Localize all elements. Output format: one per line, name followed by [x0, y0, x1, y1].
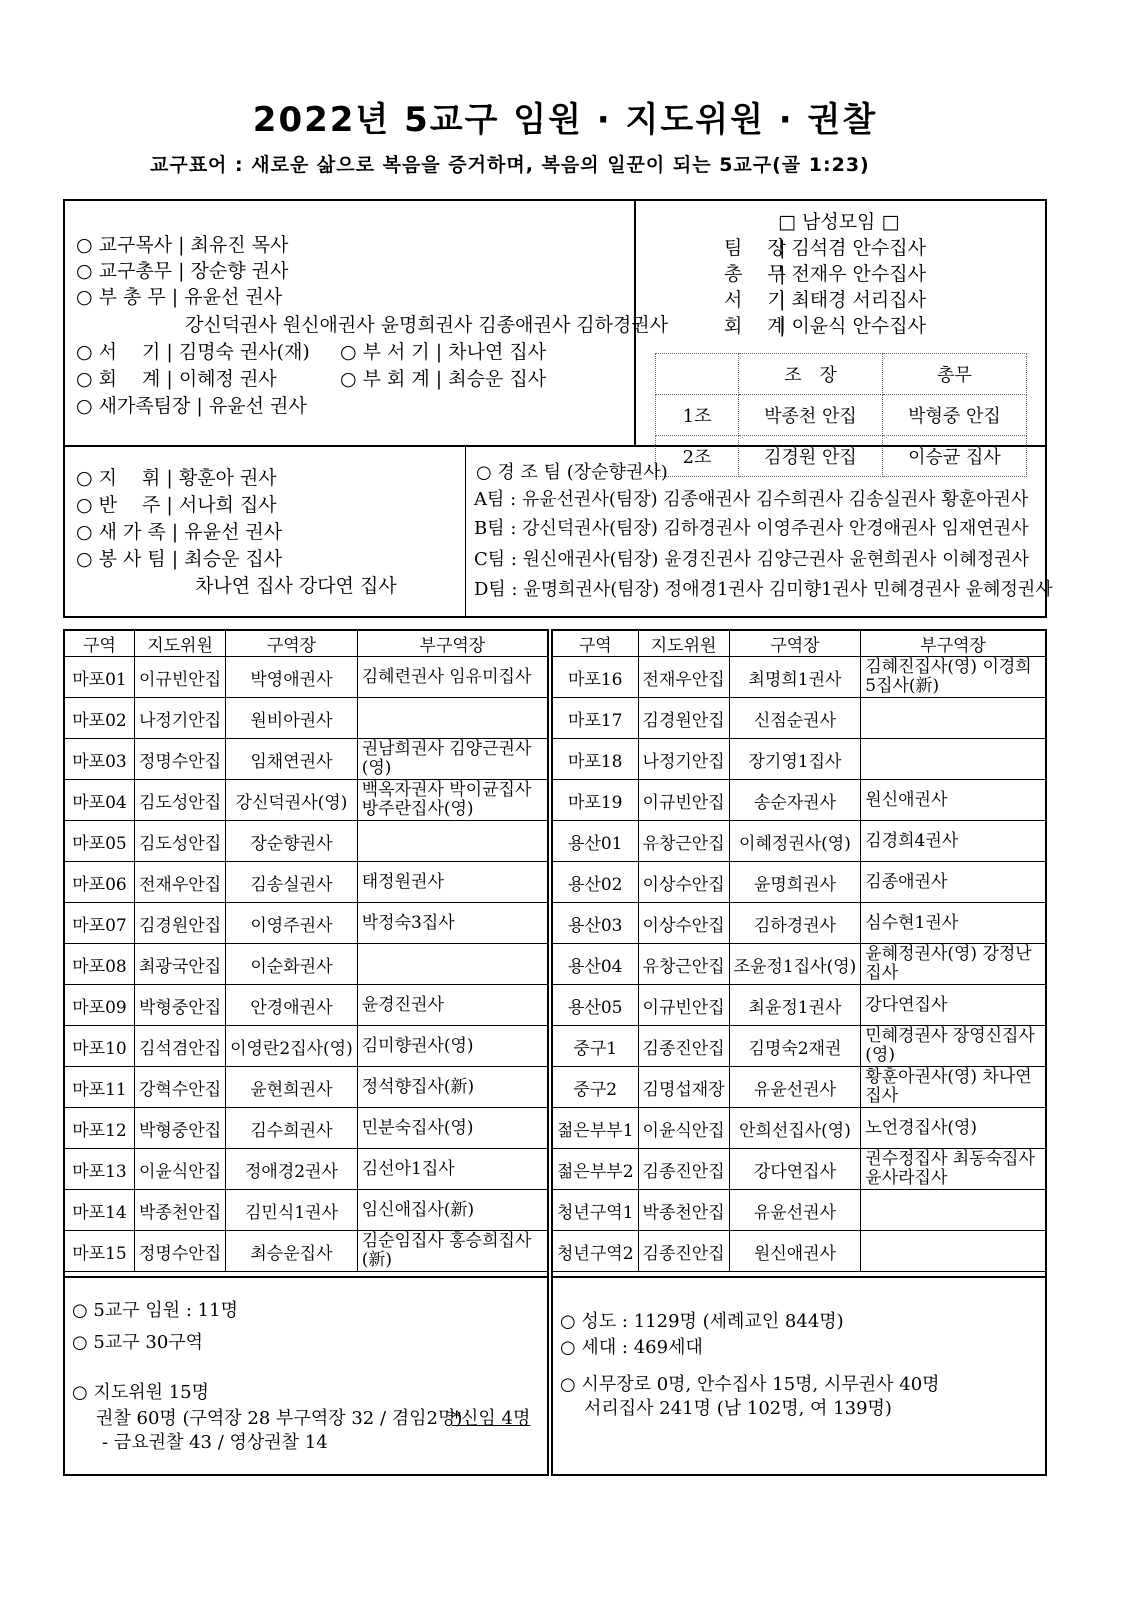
sub-leader-cell: 임신애집사(新) — [357, 1190, 547, 1231]
support-service-team: ○ 봉 사 팀 | 최승운 집사 — [76, 548, 283, 570]
table-row — [65, 739, 548, 780]
sub-leader-cell — [357, 944, 547, 985]
district-cell: 용산03 — [553, 903, 639, 944]
leader-cell: 임채연권사 — [226, 739, 358, 780]
leader-cell: 안희선집사(영) — [729, 1108, 861, 1149]
table-row — [553, 985, 1046, 1026]
table-row — [553, 821, 1046, 862]
leader-cell: 송순자권사 — [729, 780, 861, 821]
advisor-cell: 나정기안집 — [135, 698, 226, 739]
condolence-team: B팀 : 강신덕권사(팀장) 김하경권사 이영주권사 안경애권사 임재연권사 — [474, 518, 1029, 539]
leader-cell: 김하경권사 — [729, 903, 861, 944]
advisor-cell: 김도성안집 — [135, 780, 226, 821]
sub-leader-cell — [861, 1190, 1046, 1231]
support-newcomer: ○ 새 가 족 | 유윤선 권사 — [76, 521, 283, 543]
advisor-cell: 전재우안집 — [638, 657, 729, 698]
summary-friday: - 금요권찰 43 / 영상권찰 14 — [102, 1432, 328, 1453]
support-conductor: ○ 지 휘 | 황훈아 권사 — [76, 467, 277, 489]
sub-leader-cell: 민분숙집사(영) — [357, 1108, 547, 1149]
sub-leader-cell: 박정숙3집사 — [357, 903, 547, 944]
sub-leader-cell: 백옥자권사 박이균집사 방주란집사(영) — [357, 780, 547, 821]
mens-role-label: 회 계 — [724, 315, 786, 337]
leader-cell: 유윤선권사 — [729, 1190, 861, 1231]
district-cell: 용산05 — [553, 985, 639, 1026]
district-cell: 마포19 — [553, 780, 639, 821]
sub-leader-cell — [357, 821, 547, 862]
table-header-cell: 조 장 — [739, 354, 883, 395]
sub-leader-cell: 김선아1집사 — [357, 1149, 547, 1190]
district-cell: 용산02 — [553, 862, 639, 903]
sub-leader-cell — [357, 698, 547, 739]
district-cell: 마포06 — [65, 862, 135, 903]
leader-cell: 이영주권사 — [226, 903, 358, 944]
leader-cell: 장순향권사 — [226, 821, 358, 862]
summary-households: ○ 세대 : 469세대 — [560, 1337, 703, 1358]
advisor-cell: 박종천안집 — [638, 1190, 729, 1231]
table-cell: 박형중 안집 — [883, 395, 1027, 436]
support-service-members: 차나연 집사 강다연 집사 — [195, 575, 397, 597]
advisor-cell: 전재우안집 — [135, 862, 226, 903]
table-header-row — [656, 354, 1027, 395]
advisor-cell: 김종진안집 — [638, 1026, 729, 1067]
leader-cell: 원비아권사 — [226, 698, 358, 739]
advisor-cell: 박종천안집 — [135, 1190, 226, 1231]
leader-cell: 김수희권사 — [226, 1108, 358, 1149]
advisor-cell: 강혁수안집 — [135, 1067, 226, 1108]
leader-cell: 원신애권사 — [729, 1231, 861, 1272]
leader-cell: 이영란2집사(영) — [226, 1026, 358, 1067]
district-cell: 용산01 — [553, 821, 639, 862]
mens-role-label: 팀 장 — [724, 237, 786, 259]
district-cell: 마포18 — [553, 739, 639, 780]
advisor-cell: 이규빈안집 — [638, 780, 729, 821]
sub-leader-cell: 김순임집사 홍승희집사(新) — [357, 1231, 547, 1272]
district-cell: 마포02 — [65, 698, 135, 739]
leader-cell: 김송실권사 — [226, 862, 358, 903]
districts-table-right — [552, 630, 1046, 1272]
leader-cell: 유윤선권사 — [729, 1067, 861, 1108]
mens-role-name: | 최태경 서리집사 — [779, 289, 926, 311]
sub-leader-cell: 김혜진집사(영) 이경희5집사(新) — [861, 657, 1046, 698]
advisor-cell: 유창근안집 — [638, 821, 729, 862]
sub-leader-cell: 권남희권사 김양근권사(영) — [357, 739, 547, 780]
sub-leader-cell: 김종애권사 — [861, 862, 1046, 903]
advisor-cell: 이규빈안집 — [135, 657, 226, 698]
table-cell: 1조 — [656, 395, 739, 436]
district-cell: 마포05 — [65, 821, 135, 862]
district-cell: 중구1 — [553, 1026, 639, 1067]
table-row — [553, 944, 1046, 985]
sub-leader-cell — [861, 739, 1046, 780]
district-cell: 마포10 — [65, 1026, 135, 1067]
district-cell: 청년구역1 — [553, 1190, 639, 1231]
header-district: 구역 — [65, 631, 135, 657]
district-cell: 마포08 — [65, 944, 135, 985]
summary-staff: ○ 시무장로 0명, 안수집사 15명, 시무권사 40명 — [560, 1374, 940, 1395]
table-row — [553, 739, 1046, 780]
table-row — [553, 780, 1046, 821]
leader-cell: 박영애권사 — [226, 657, 358, 698]
leader-cell: 조윤정1집사(영) — [729, 944, 861, 985]
advisor-cell: 김경원안집 — [135, 903, 226, 944]
table-cell: 이승균 집사 — [883, 436, 1027, 477]
table-row — [553, 1108, 1046, 1149]
advisor-cell: 김종진안집 — [638, 1231, 729, 1272]
officer-pastor: ○ 교구목사 | 최유진 목사 — [76, 234, 289, 256]
district-cell: 마포16 — [553, 657, 639, 698]
header-leader: 구역장 — [729, 631, 861, 657]
leader-cell: 이혜정권사(영) — [729, 821, 861, 862]
district-cell: 마포13 — [65, 1149, 135, 1190]
leader-cell: 김민식1권사 — [226, 1190, 358, 1231]
leader-cell: 장기영1집사 — [729, 739, 861, 780]
advisor-cell: 김도성안집 — [135, 821, 226, 862]
table-header-row — [65, 631, 548, 657]
sub-leader-cell — [861, 698, 1046, 739]
table-row — [553, 1190, 1046, 1231]
district-cell: 중구2 — [553, 1067, 639, 1108]
summary-members: ○ 성도 : 1129명 (세례교인 844명) — [560, 1311, 844, 1332]
officer-vice-secretary-general: ○ 부 총 무 | 유윤선 권사 — [76, 286, 283, 308]
table-row — [65, 698, 548, 739]
summary-deacons: 서리집사 241명 (남 102명, 여 139명) — [584, 1398, 892, 1419]
sub-leader-cell: 민혜경권사 장영신집사(영) — [861, 1026, 1046, 1067]
sub-leader-cell: 김경희4권사 — [861, 821, 1046, 862]
district-cell: 마포03 — [65, 739, 135, 780]
officer-secretary-general: ○ 교구총무 | 장순향 권사 — [76, 260, 289, 282]
table-row — [553, 903, 1046, 944]
sub-leader-cell: 태정원권사 — [357, 862, 547, 903]
districts-table-left — [64, 630, 548, 1272]
table-row — [65, 1026, 548, 1067]
district-cell: 마포09 — [65, 985, 135, 1026]
officer-clerk: ○ 서 기 | 김명숙 권사(재) — [76, 341, 310, 363]
sub-leader-cell: 황훈아권사(영) 차나연집사 — [861, 1067, 1046, 1108]
header-sub-leader: 부구역장 — [357, 631, 547, 657]
table-row — [65, 780, 548, 821]
sub-leader-cell: 김미향권사(영) — [357, 1026, 547, 1067]
advisor-cell: 박형중안집 — [135, 1108, 226, 1149]
condolence-team: A팀 : 유윤선권사(팀장) 김종애권사 김수희권사 김송실권사 황훈아권사 — [474, 489, 1029, 510]
district-cell: 청년구역2 — [553, 1231, 639, 1272]
advisor-cell: 이윤식안집 — [135, 1149, 226, 1190]
mens-role-label: 총 무 — [724, 263, 786, 285]
advisor-cell: 최광국안집 — [135, 944, 226, 985]
table-row — [553, 1231, 1046, 1272]
table-row — [65, 657, 548, 698]
advisor-cell: 이윤식안집 — [638, 1108, 729, 1149]
district-cell: 젊은부부1 — [553, 1108, 639, 1149]
district-cell: 마포14 — [65, 1190, 135, 1231]
advisor-cell: 정명수안집 — [135, 739, 226, 780]
advisor-cell: 이상수안집 — [638, 903, 729, 944]
officer-deputies: 강신덕권사 원신애권사 윤명희권사 김종애권사 김하경권사 — [185, 314, 669, 336]
table-header-cell — [656, 354, 739, 395]
district-cell: 마포04 — [65, 780, 135, 821]
advisor-cell: 정명수안집 — [135, 1231, 226, 1272]
sub-leader-cell: 김혜련권사 임유미집사 — [357, 657, 547, 698]
officer-vice-treasurer: ○ 부 회 계 | 최승운 집사 — [340, 368, 547, 390]
district-cell: 마포17 — [553, 698, 639, 739]
table-row — [553, 1067, 1046, 1108]
header-sub-leader: 부구역장 — [861, 631, 1046, 657]
advisor-cell: 유창근안집 — [638, 944, 729, 985]
district-cell: 마포11 — [65, 1067, 135, 1108]
advisor-cell: 이상수안집 — [638, 862, 729, 903]
table-row — [553, 1149, 1046, 1190]
table-row — [553, 862, 1046, 903]
table-cell: 2조 — [656, 436, 739, 477]
table-row — [65, 1190, 548, 1231]
table-row — [65, 944, 548, 985]
table-row — [65, 985, 548, 1026]
sub-leader-cell: 윤혜정권사(영) 강정난집사 — [861, 944, 1046, 985]
table-row — [65, 821, 548, 862]
mens-role-label: 서 기 — [724, 289, 786, 311]
sub-leader-cell: 노언경집사(영) — [861, 1108, 1046, 1149]
table-row — [65, 1149, 548, 1190]
mens-role-name: | 김석겸 안수집사 — [779, 237, 926, 259]
leader-cell: 정애경2권사 — [226, 1149, 358, 1190]
advisor-cell: 김석겸안집 — [135, 1026, 226, 1067]
header-advisor: 지도위원 — [638, 631, 729, 657]
divider — [465, 446, 466, 617]
mens-heading: □ 남성모임 □ — [778, 211, 900, 233]
leader-cell: 최명희1권사 — [729, 657, 861, 698]
table-row — [553, 657, 1046, 698]
sub-leader-cell — [861, 1231, 1046, 1272]
leader-cell: 강다연집사 — [729, 1149, 861, 1190]
leader-cell: 최윤정1권사 — [729, 985, 861, 1026]
district-cell: 마포01 — [65, 657, 135, 698]
table-header-cell: 총무 — [883, 354, 1027, 395]
header-district: 구역 — [553, 631, 639, 657]
leader-cell: 신점순권사 — [729, 698, 861, 739]
summary-elders: 권찰 60명 (구역장 28 부구역장 32 / 겸임2명) — [96, 1408, 463, 1429]
condolence-team: D팀 : 윤명희권사(팀장) 정애경1권사 김미향1권사 민혜경권사 윤혜정권사 — [474, 579, 1053, 600]
district-cell: 용산04 — [553, 944, 639, 985]
summary-new: *신임 4명 — [452, 1408, 531, 1429]
table-row — [65, 1067, 548, 1108]
table-row — [65, 1231, 548, 1272]
table-row — [553, 698, 1046, 739]
condolence-heading: ○ 경 조 팀 (장순향권사) — [476, 462, 668, 483]
table-row — [656, 395, 1027, 436]
sub-leader-cell: 심수현1권사 — [861, 903, 1046, 944]
table-cell: 박종천 안집 — [739, 395, 883, 436]
advisor-cell: 나정기안집 — [638, 739, 729, 780]
officer-treasurer: ○ 회 계 | 이혜정 권사 — [76, 368, 277, 390]
table-header-row — [553, 631, 1046, 657]
header-leader: 구역장 — [226, 631, 358, 657]
leader-cell: 김명숙2재권 — [729, 1026, 861, 1067]
officer-newcomer-leader: ○ 새가족팀장 | 유윤선 권사 — [76, 395, 307, 417]
officer-vice-clerk: ○ 부 서 기 | 차나연 집사 — [340, 341, 547, 363]
summary-officers: ○ 5교구 임원 : 11명 — [72, 1300, 238, 1321]
summary-districts: ○ 5교구 30구역 — [72, 1332, 204, 1353]
table-row — [65, 1108, 548, 1149]
summary-advisors: ○ 지도위원 15명 — [72, 1382, 209, 1403]
leader-cell: 이순화권사 — [226, 944, 358, 985]
district-cell: 마포07 — [65, 903, 135, 944]
sub-leader-cell: 권수정집사 최동숙집사 윤사라집사 — [861, 1149, 1046, 1190]
district-cell: 마포12 — [65, 1108, 135, 1149]
leader-cell: 윤현희권사 — [226, 1067, 358, 1108]
sub-leader-cell: 정석향집사(新) — [357, 1067, 547, 1108]
leader-cell: 강신덕권사(영) — [226, 780, 358, 821]
advisor-cell: 김종진안집 — [638, 1149, 729, 1190]
table-row — [553, 1026, 1046, 1067]
district-cell: 마포15 — [65, 1231, 135, 1272]
table-row — [65, 903, 548, 944]
leader-cell: 안경애권사 — [226, 985, 358, 1026]
support-accompanist: ○ 반 주 | 서나희 집사 — [76, 494, 277, 516]
advisor-cell: 김경원안집 — [638, 698, 729, 739]
mens-role-name: | 전재우 안수집사 — [779, 263, 926, 285]
district-cell: 젊은부부2 — [553, 1149, 639, 1190]
mens-role-name: | 이윤식 안수집사 — [779, 315, 926, 337]
table-cell: 김경원 안집 — [739, 436, 883, 477]
header-advisor: 지도위원 — [135, 631, 226, 657]
leader-cell: 윤명희권사 — [729, 862, 861, 903]
leader-cell: 최승운집사 — [226, 1231, 358, 1272]
sub-leader-cell: 원신애권사 — [861, 780, 1046, 821]
advisor-cell: 이규빈안집 — [638, 985, 729, 1026]
sub-leader-cell: 강다연집사 — [861, 985, 1046, 1026]
motto: 교구표어 : 새로운 삶으로 복음을 증거하며, 복음의 일꾼이 되는 5교구(골 1:23) — [150, 154, 870, 176]
sub-leader-cell: 윤경진권사 — [357, 985, 547, 1026]
table-row — [65, 862, 548, 903]
condolence-team: C팀 : 원신애권사(팀장) 윤경진권사 김양근권사 윤현희권사 이혜정권사 — [474, 549, 1030, 570]
page-title: 2022년 5교구 임원 · 지도위원 · 권찰 — [252, 100, 878, 140]
advisor-cell: 박형중안집 — [135, 985, 226, 1026]
advisor-cell: 김명섭재장 — [638, 1067, 729, 1108]
